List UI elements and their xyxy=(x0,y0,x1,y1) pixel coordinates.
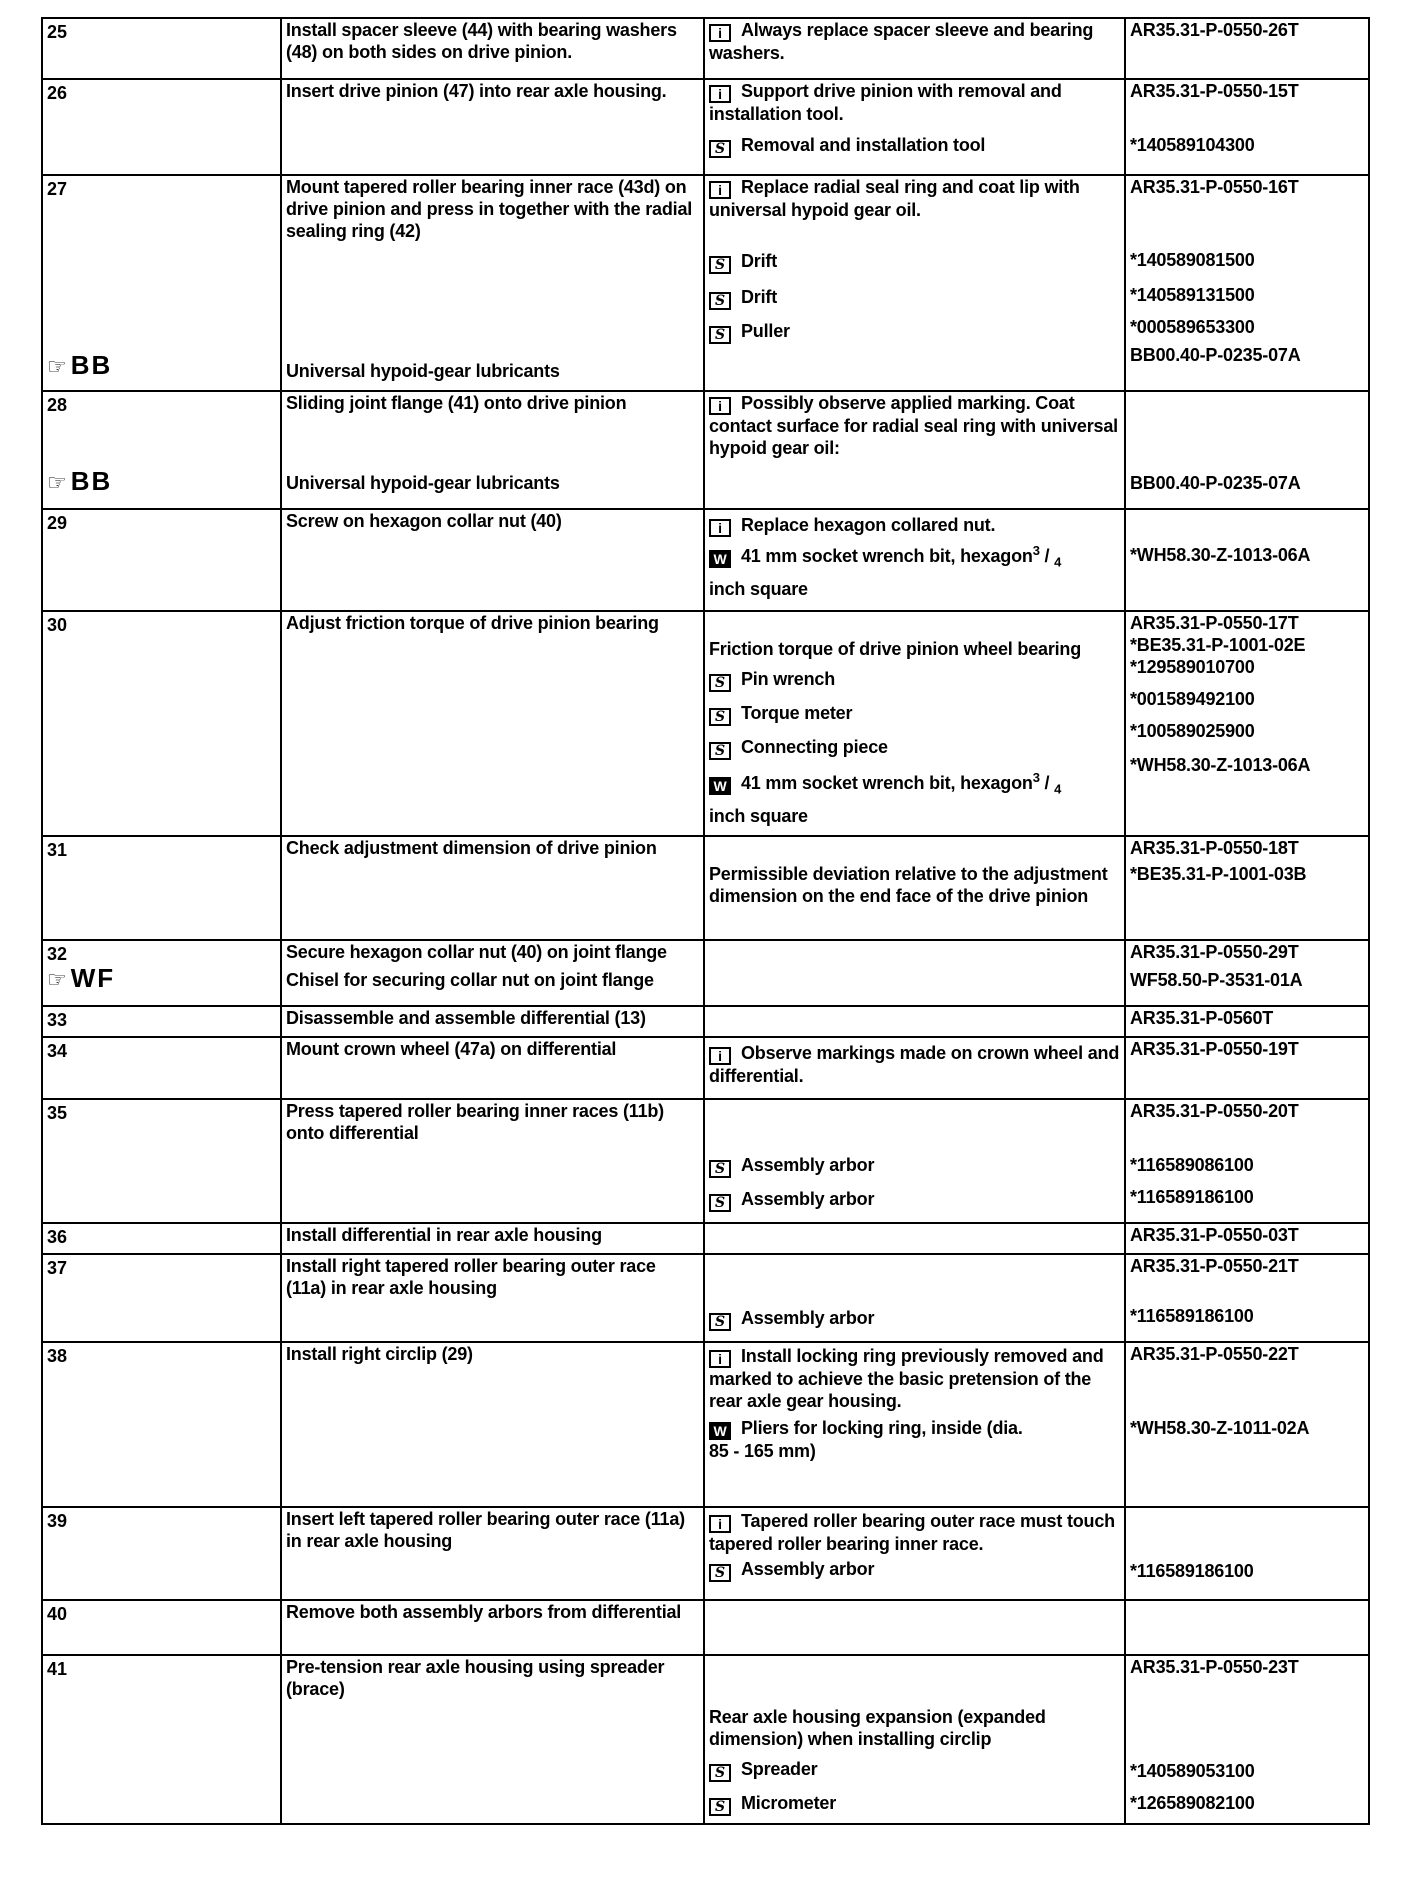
step-cell: 35 xyxy=(42,1099,281,1223)
special-tool-icon: S xyxy=(709,292,731,310)
special-tool-icon: S xyxy=(709,674,731,692)
notes-cell xyxy=(704,79,1125,175)
step-cell: 28 ☞BB xyxy=(42,391,281,509)
notes-cell xyxy=(704,1254,1125,1342)
reference-cell: *116589186100 xyxy=(1125,1507,1369,1600)
marker: ☞BB xyxy=(47,350,113,380)
note-line: S Assembly arbor xyxy=(705,1558,1124,1582)
notes-cell xyxy=(704,1507,1125,1600)
note-line: S Micrometer xyxy=(705,1792,1124,1816)
table-row xyxy=(42,18,1369,79)
commercial-tool-icon: W xyxy=(709,550,731,568)
reference-cell: AR35.31-P-0550-15T *140589104300 xyxy=(1125,79,1369,175)
reference-cell: AR35.31-P-0550-22T *WH58.30-Z-1011-02A xyxy=(1125,1342,1369,1507)
special-tool-icon: S xyxy=(709,256,731,274)
reference-cell: AR35.31-P-0550-17T *BE35.31-P-1001-02E *129589010700 *001589492100 *100589025900 *WH58.30-Z-1013-06A xyxy=(1125,611,1369,836)
info-icon: i xyxy=(709,1047,731,1065)
reference-cell: AR35.31-P-0550-03T xyxy=(1125,1223,1369,1254)
operation-cell: Screw on hexagon collar nut (40) xyxy=(281,509,704,611)
step-cell: 29 xyxy=(42,509,281,611)
notes-cell xyxy=(704,391,1125,509)
operation-cell: Install spacer sleeve (44) with bearing washers (48) on both sides on drive pinion. xyxy=(281,18,704,79)
reference-cell: AR35.31-P-0550-16T *140589081500 *140589131500 *000589653300 BB00.40-P-0235-07A xyxy=(1125,175,1369,391)
operation-cell: Pre-tension rear axle housing using spreader (brace) xyxy=(281,1655,704,1824)
hand-pointer-icon: ☞ xyxy=(47,470,69,495)
commercial-tool-icon: W xyxy=(709,777,731,795)
note-line: i Observe markings made on crown wheel and differential. xyxy=(709,1043,1120,1086)
special-tool-icon: S xyxy=(709,1194,731,1212)
reference-cell xyxy=(1125,1600,1369,1655)
reference-cell: AR35.31-P-0550-26T xyxy=(1125,18,1369,79)
operation-cell: Install right circlip (29) xyxy=(281,1342,704,1507)
note-line: i Always replace spacer sleeve and bearing washers. xyxy=(709,20,1094,63)
note-line: S Torque meter xyxy=(705,702,1124,726)
marker: ☞BB xyxy=(47,466,113,496)
note-line: i Support drive pinion with removal and installation tool. xyxy=(709,81,1062,124)
operation-cell: Install right tapered roller bearing outer race (11a) in rear axle housing xyxy=(281,1254,704,1342)
step-cell: 34 xyxy=(42,1037,281,1099)
table-row xyxy=(42,1254,1369,1342)
table-row xyxy=(42,79,1369,175)
operation-cell: Insert drive pinion (47) into rear axle housing. xyxy=(281,79,704,175)
operation-cell: Adjust friction torque of drive pinion bearing xyxy=(281,611,704,836)
note-line: i Possibly observe applied marking. Coat contact surface for radial seal ring with universal hypoid gear oil: xyxy=(709,393,1118,458)
table-row xyxy=(42,836,1369,940)
notes-cell xyxy=(704,1099,1125,1223)
reference-cell: AR35.31-P-0550-19T xyxy=(1125,1037,1369,1099)
notes-cell: Rear axle housing expansion (expanded dimension) when installing circlip S Spreader S Micrometer xyxy=(704,1655,1125,1824)
table-row xyxy=(42,1342,1369,1507)
note-line: S Assembly arbor xyxy=(705,1154,1124,1178)
info-icon: i xyxy=(709,24,731,42)
commercial-tool-icon: W xyxy=(709,1422,731,1440)
info-icon: i xyxy=(709,85,731,103)
info-icon: i xyxy=(709,397,731,415)
note-line: S Assembly arbor xyxy=(705,1188,1124,1212)
step-cell: 39 xyxy=(42,1507,281,1600)
operation-cell: Insert left tapered roller bearing outer race (11a) in rear axle housing xyxy=(281,1507,704,1600)
note-line: W Pliers for locking ring, inside (dia. xyxy=(705,1417,1124,1440)
reference-cell: AR35.31-P-0550-20T *116589086100 *116589186100 xyxy=(1125,1099,1369,1223)
reference-cell: AR35.31-P-0550-29T WF58.50-P-3531-01A xyxy=(1125,940,1369,1006)
step-cell: 32 ☞WF xyxy=(42,940,281,1006)
procedure-table xyxy=(41,17,1370,1825)
table-row xyxy=(42,1223,1369,1254)
table-row xyxy=(42,1600,1369,1655)
note-line: i Replace radial seal ring and coat lip with universal hypoid gear oil. xyxy=(709,177,1080,220)
reference-cell: AR35.31-P-0550-21T *116589186100 xyxy=(1125,1254,1369,1342)
operation-cell: Secure hexagon collar nut (40) on joint flange Chisel for securing collar nut on joint flange xyxy=(281,940,704,1006)
step-cell: 31 xyxy=(42,836,281,940)
special-tool-icon: S xyxy=(709,326,731,344)
info-icon: i xyxy=(709,519,731,537)
info-icon: i xyxy=(709,1515,731,1533)
reference-cell: AR35.31-P-0550-23T *140589053100 *126589082100 xyxy=(1125,1655,1369,1824)
note-line: i Tapered roller bearing outer race must touch tapered roller bearing inner race. xyxy=(709,1511,1115,1554)
note-line: S Removal and installation tool xyxy=(705,134,1124,158)
note-line: S Drift xyxy=(705,250,1124,274)
operation-cell: Press tapered roller bearing inner races (11b) onto differential xyxy=(281,1099,704,1223)
table-row xyxy=(42,391,1369,509)
notes-cell: Permissible deviation relative to the adjustment dimension on the end face of the drive pinion xyxy=(704,836,1125,940)
step-cell: 33 xyxy=(42,1006,281,1037)
notes-cell: i Replace hexagon collared nut. W 41 mm socket wrench bit, hexagon$^3$ / $_4$ inch square xyxy=(704,509,1125,611)
hand-pointer-icon: ☞ xyxy=(47,967,69,992)
table-row xyxy=(42,940,1369,1006)
special-tool-icon: S xyxy=(709,708,731,726)
operation-cell: Mount tapered roller bearing inner race (43d) on drive pinion and press in together with the radial sealing ring (42) Universal hypoid-gear lubricants xyxy=(281,175,704,391)
operation-cell: Check adjustment dimension of drive pinion xyxy=(281,836,704,940)
operation-cell: Install differential in rear axle housing xyxy=(281,1223,704,1254)
operation-cell: Mount crown wheel (47a) on differential xyxy=(281,1037,704,1099)
note-line: S Assembly arbor xyxy=(705,1307,1124,1331)
step-cell: 30 xyxy=(42,611,281,836)
step-cell: 25 xyxy=(42,18,281,79)
notes-cell xyxy=(704,1600,1125,1655)
special-tool-icon: S xyxy=(709,1160,731,1178)
note-line: W 41 mm socket wrench bit, hexagon$^3$ / $_4$ xyxy=(705,545,1124,568)
hand-pointer-icon: ☞ xyxy=(47,354,69,379)
table-row xyxy=(42,1655,1369,1824)
reference-cell: AR35.31-P-0560T xyxy=(1125,1006,1369,1037)
step-cell: 26 xyxy=(42,79,281,175)
table-row xyxy=(42,611,1369,836)
notes-cell xyxy=(704,175,1125,391)
reference-cell: AR35.31-P-0550-18T *BE35.31-P-1001-03B xyxy=(1125,836,1369,940)
note-line: i Install locking ring previously removed and marked to achieve the basic pretension of the rear axle gear housing. xyxy=(709,1346,1104,1411)
special-tool-icon: S xyxy=(709,1764,731,1782)
info-icon: i xyxy=(709,181,731,199)
table-row xyxy=(42,509,1369,611)
note-line: i Replace hexagon collared nut. xyxy=(705,514,1124,537)
reference-cell: BB00.40-P-0235-07A xyxy=(1125,391,1369,509)
note-line: S Drift xyxy=(705,286,1124,310)
notes-cell xyxy=(704,1006,1125,1037)
special-tool-icon: S xyxy=(709,742,731,760)
special-tool-icon: S xyxy=(709,140,731,158)
step-cell: 37 xyxy=(42,1254,281,1342)
notes-cell xyxy=(704,18,1125,79)
step-cell: 41 xyxy=(42,1655,281,1824)
special-tool-icon: S xyxy=(709,1798,731,1816)
operation-cell: Remove both assembly arbors from differential xyxy=(281,1600,704,1655)
notes-cell xyxy=(704,1223,1125,1254)
notes-cell: i Install locking ring previously removed and marked to achieve the basic pretension of the rear axle gear housing. W Pliers for locking ring, inside (dia. 85 - 165 mm) xyxy=(704,1342,1125,1507)
marker: ☞WF xyxy=(47,963,116,993)
notes-cell xyxy=(704,940,1125,1006)
special-tool-icon: S xyxy=(709,1313,731,1331)
step-cell: 36 xyxy=(42,1223,281,1254)
note-line: S Connecting piece xyxy=(705,736,1124,760)
special-tool-icon: S xyxy=(709,1564,731,1582)
notes-cell: Friction torque of drive pinion wheel bearing S Pin wrench S Torque meter S Connecting piece W 41 mm socket wrench bit, hexagon$^3$ / $_4$ inch square xyxy=(704,611,1125,836)
step-cell: 38 xyxy=(42,1342,281,1507)
note-line: S Pin wrench xyxy=(705,668,1124,692)
note-line: S Puller xyxy=(705,320,1124,344)
table-row xyxy=(42,1507,1369,1600)
table-row xyxy=(42,1099,1369,1223)
reference-cell: *WH58.30-Z-1013-06A xyxy=(1125,509,1369,611)
table-row xyxy=(42,1006,1369,1037)
info-icon: i xyxy=(709,1350,731,1368)
step-cell: 40 xyxy=(42,1600,281,1655)
table-row xyxy=(42,175,1369,391)
step-cell: 27 ☞BB xyxy=(42,175,281,391)
notes-cell xyxy=(704,1037,1125,1099)
note-line: W 41 mm socket wrench bit, hexagon$^3$ / $_4$ xyxy=(705,772,1124,795)
note-line: S Spreader xyxy=(705,1758,1124,1782)
table-row xyxy=(42,1037,1369,1099)
operation-cell: Sliding joint flange (41) onto drive pinion Universal hypoid-gear lubricants xyxy=(281,391,704,509)
operation-cell: Disassemble and assemble differential (13) xyxy=(281,1006,704,1037)
